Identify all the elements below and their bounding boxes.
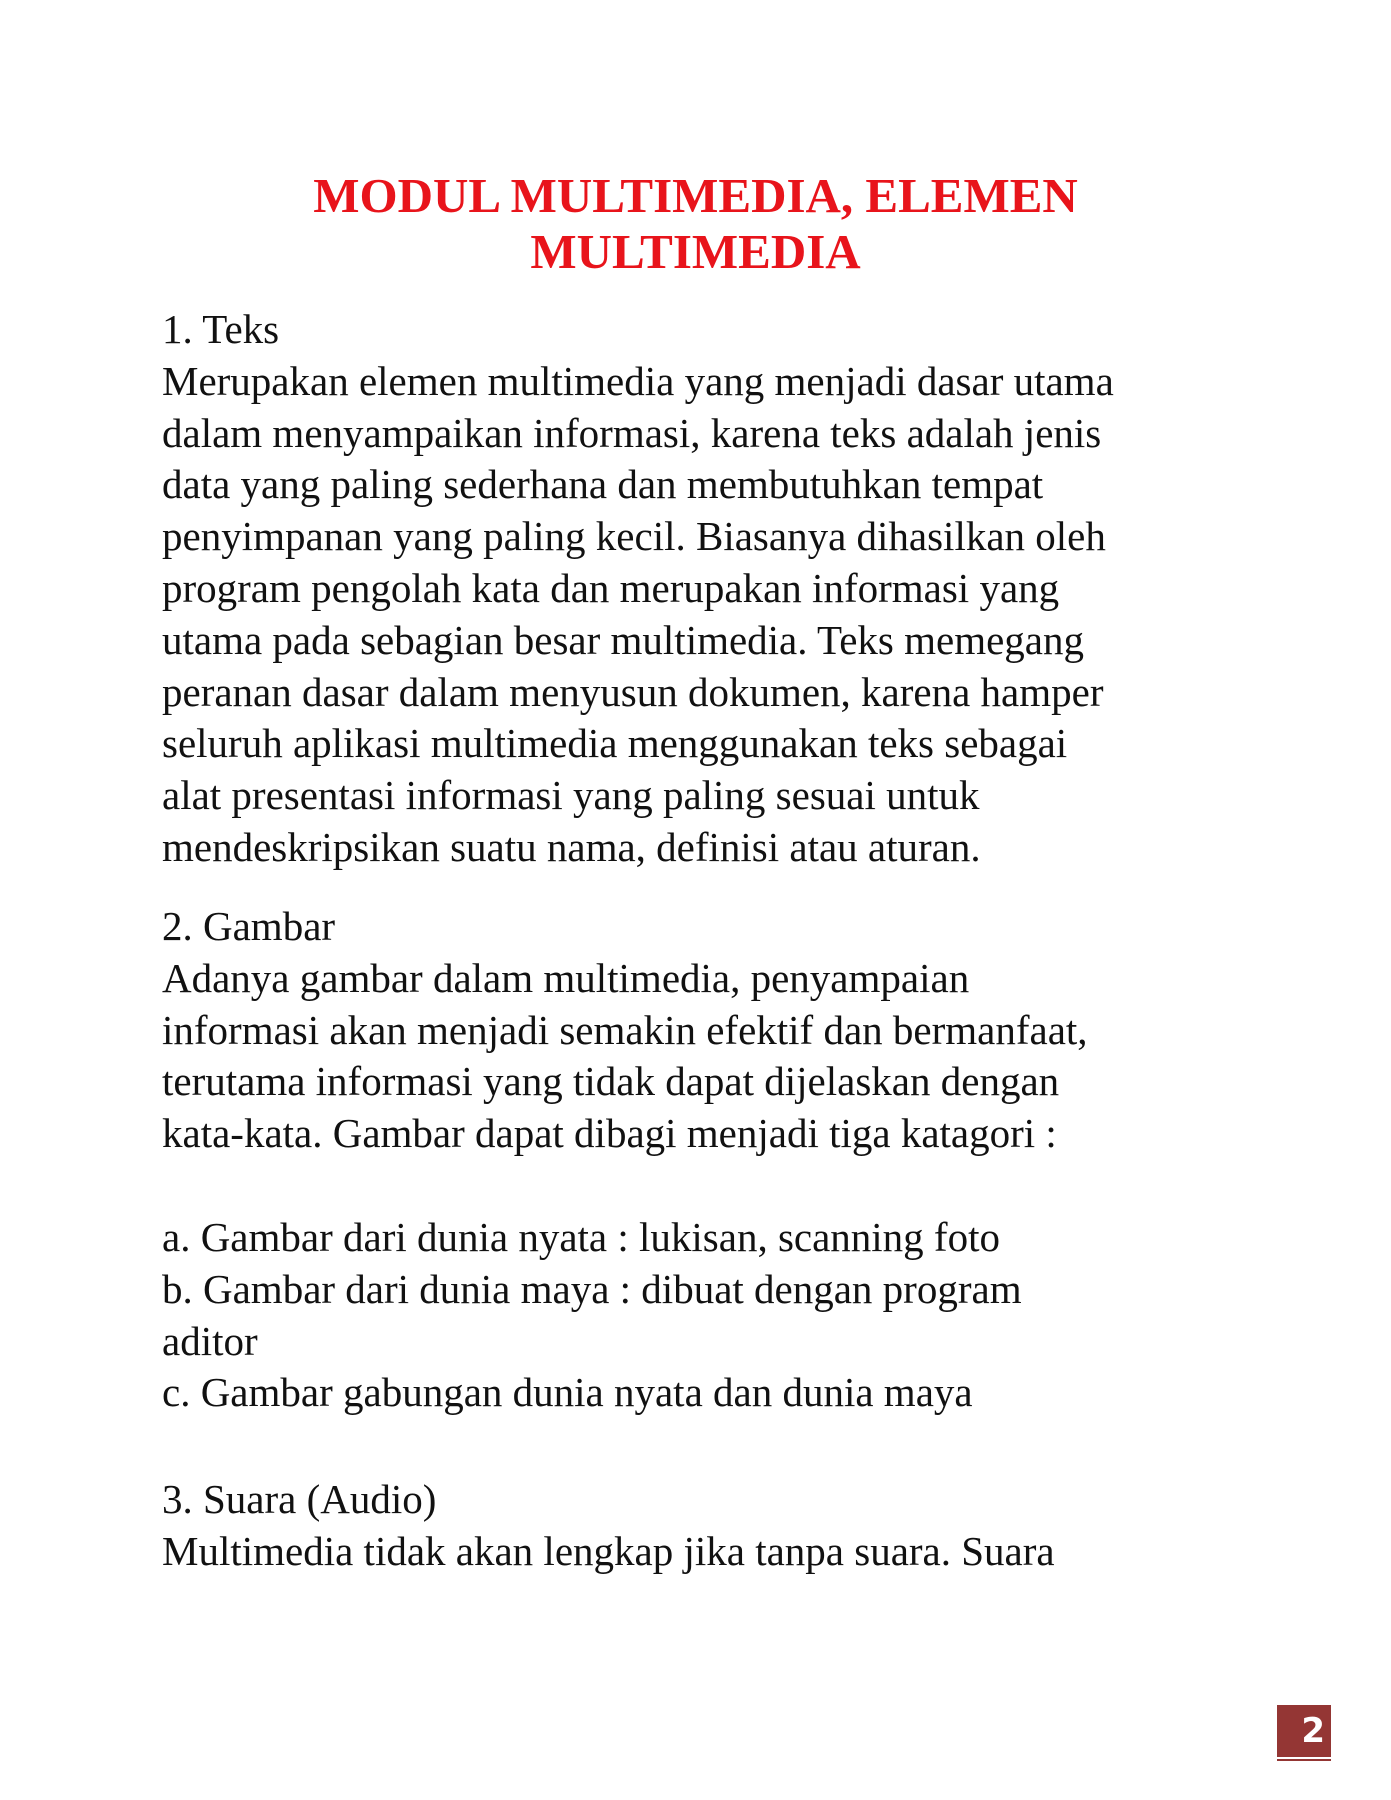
list-item: c. Gambar gabungan dunia nyata dan dunia maya xyxy=(162,1369,973,1416)
paragraph-line: Multimedia tidak akan lengkap jika tanpa suara. Suara xyxy=(162,1527,1055,1574)
section-gambar xyxy=(162,901,1282,1160)
document-title-line-1: MODUL MULTIMEDIA, ELEMEN xyxy=(313,168,1078,223)
section-suara xyxy=(162,1474,1282,1578)
paragraph-line: informasi akan menjadi semakin efektif dan bermanfaat, xyxy=(162,1006,1088,1053)
paragraph-line: Merupakan elemen multimedia yang menjadi dasar utama xyxy=(162,357,1114,404)
page-number-underline xyxy=(1277,1759,1331,1761)
page-number: 2 xyxy=(1277,1705,1331,1757)
paragraph-line: seluruh aplikasi multimedia menggunakan teks sebagai xyxy=(162,720,1068,767)
section-teks xyxy=(162,304,1282,874)
paragraph-line: peranan dasar dalam menyusun dokumen, karena hamper xyxy=(162,668,1104,715)
section-heading: 1. Teks xyxy=(162,306,280,352)
paragraph-line: utama pada sebagian besar multimedia. Teks memegang xyxy=(162,616,1084,663)
paragraph-line: terutama informasi yang tidak dapat dijelaskan dengan xyxy=(162,1058,1060,1105)
paragraph-line: alat presentasi informasi yang paling sesuai untuk xyxy=(162,772,980,819)
paragraph-line: mendeskripsikan suatu nama, definisi atau aturan. xyxy=(162,823,981,870)
paragraph-line: data yang paling sederhana dan membutuhkan tempat xyxy=(162,461,1044,508)
section-heading: 2. Gambar xyxy=(162,903,336,949)
list-item: a. Gambar dari dunia nyata : lukisan, scanning foto xyxy=(162,1214,1000,1260)
list-item-continuation: aditor xyxy=(162,1317,258,1364)
paragraph-line: kata-kata. Gambar dapat dibagi menjadi tiga katagori : xyxy=(162,1110,1057,1157)
section-heading: 3. Suara (Audio) xyxy=(162,1476,437,1522)
paragraph-line: dalam menyampaikan informasi, karena teks adalah jenis xyxy=(162,409,1102,456)
list-item: b. Gambar dari dunia maya : dibuat dengan program xyxy=(162,1265,1022,1312)
gambar-category-list xyxy=(162,1212,1282,1419)
paragraph-line: penyimpanan yang paling kecil. Biasanya dihasilkan oleh xyxy=(162,513,1106,560)
document-title-line-2: MULTIMEDIA xyxy=(530,224,861,279)
paragraph-line: Adanya gambar dalam multimedia, penyampaian xyxy=(162,954,970,1001)
paragraph-line: program pengolah kata dan merupakan informasi yang xyxy=(162,564,1060,611)
